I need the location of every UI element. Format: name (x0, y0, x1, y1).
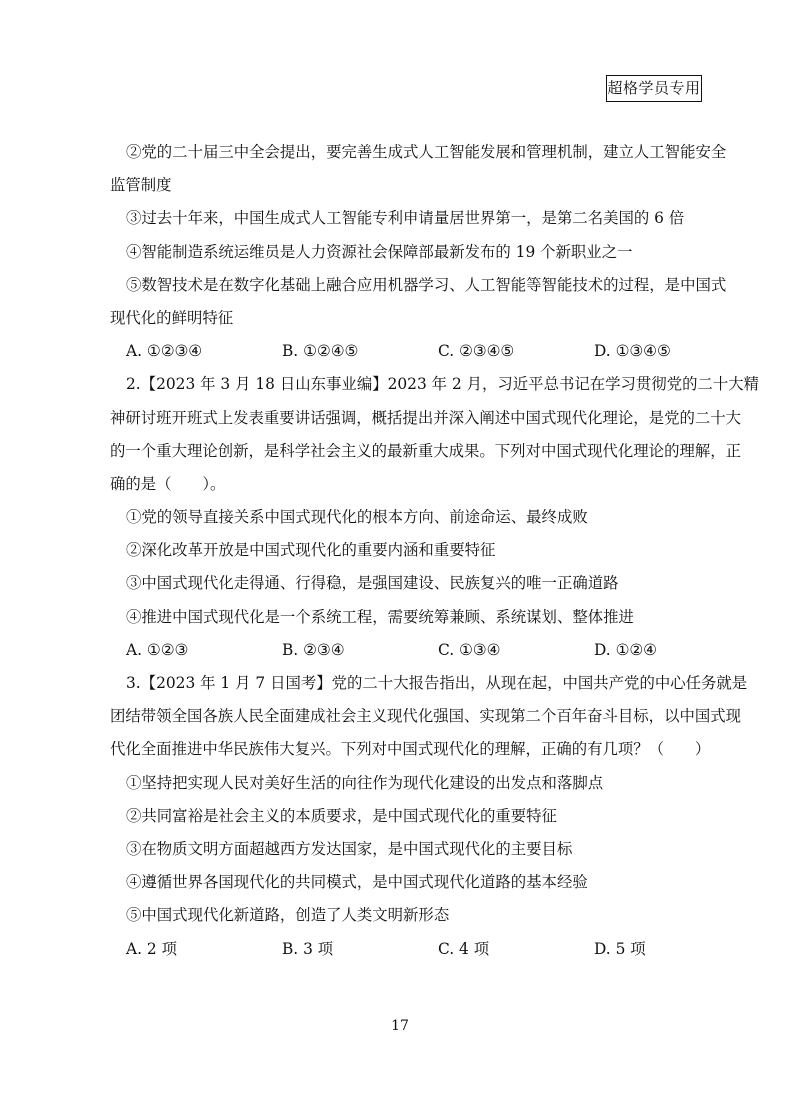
option-b: B. 3 项 (282, 939, 334, 958)
question-3-statement-1: ①坚持把实现人民对美好生活的向往作为现代化建设的出发点和落脚点 (126, 773, 604, 792)
page-number: 17 (391, 1018, 409, 1034)
question-3-stem-line-2: 团结带领全国各族人民全面建成社会主义现代化强国、实现第二个百年奋斗目标，以中国式现 (110, 707, 742, 726)
option-b: B. ①②④⑤ (282, 342, 359, 361)
option-c: C. ②③④⑤ (438, 342, 515, 361)
exclusive-label: 超格学员专用 (606, 75, 702, 102)
question-3-statement-3: ③在物质文明方面超越西方发达国家，是中国式现代化的主要目标 (126, 839, 573, 858)
option-b: B. ②③④ (282, 640, 345, 659)
option-d: D. ①③④⑤ (594, 342, 671, 361)
question-2-stem: 2.【2023 年 3 月 18 日山东事业编】2023 年 2 月，习近平总书记在学习贯彻党的二十大精 (126, 375, 760, 394)
question-2-statement-3: ③中国式现代化走得通、行得稳，是强国建设、民族复兴的唯一正确道路 (126, 574, 619, 593)
option-c: C. 4 项 (438, 939, 490, 958)
statement-2: ②党的二十届三中全会提出，要完善生成式人工智能发展和管理机制，建立人工智能安全 (126, 143, 727, 161)
question-2-options (110, 634, 706, 667)
question-2-stem-line-3: 的一个重大理论创新，是科学社会主义的最新重大成果。下列对中国式现代化理论的理解，正 (110, 441, 742, 460)
question-1-options (110, 335, 706, 368)
question-2-statement-2: ②深化改革开放是中国式现代化的重要内涵和重要特征 (126, 541, 496, 560)
statement-5: ⑤数智技术是在数字化基础上融合应用机器学习、人工智能等智能技术的过程，是中国式 (126, 275, 727, 294)
statement-2-continued: 监管制度 (110, 176, 172, 195)
option-a: A. ①②③④ (126, 342, 203, 361)
option-c: C. ①③④ (438, 640, 501, 659)
question-2-stem-line-2: 神研讨班开班式上发表重要讲话强调，概括提出并深入阐述中国式现代化理论，是党的二十大 (110, 408, 742, 427)
question-3-statement-2: ②共同富裕是社会主义的本质要求，是中国式现代化的重要特征 (126, 806, 557, 825)
option-a: A. 2 项 (126, 939, 177, 958)
statement-5-continued: 现代化的鲜明特征 (110, 308, 234, 327)
question-2-stem-line-4: 确的是（ ）。 (110, 474, 226, 493)
question-3-stem-line-3: 代化全面推进中华民族伟大复兴。下列对中国式现代化的理解，正确的有几项？（ ） (110, 740, 711, 759)
statement-3: ③过去十年来，中国生成式人工智能专利申请量居世界第一，是第二名美国的 6 倍 (126, 209, 685, 228)
question-2-statement-4: ④推进中国式现代化是一个系统工程，需要统筹兼顾、系统谋划、整体推进 (126, 607, 634, 626)
question-3-stem: 3.【2023 年 1 月 7 日国考】党的二十大报告指出，从现在起，中国共产党的中心任务就是 (126, 674, 748, 692)
question-2-statement-1: ①党的领导直接关系中国式现代化的根本方向、前途命运、最终成败 (126, 508, 588, 527)
option-d: D. 5 项 (594, 939, 646, 958)
statement-4: ④智能制造系统运维员是人力资源社会保障部最新发布的 19 个新职业之一 (126, 242, 633, 261)
option-d: D. ①②④ (594, 640, 657, 659)
question-3-statement-4: ④遵循世界各国现代化的共同模式，是中国式现代化道路的基本经验 (126, 873, 588, 892)
question-3-options (110, 933, 706, 966)
document-body (110, 136, 760, 966)
option-a: A. ①②③ (126, 640, 189, 659)
question-3-statement-5: ⑤中国式现代化新道路，创造了人类文明新形态 (126, 906, 450, 925)
